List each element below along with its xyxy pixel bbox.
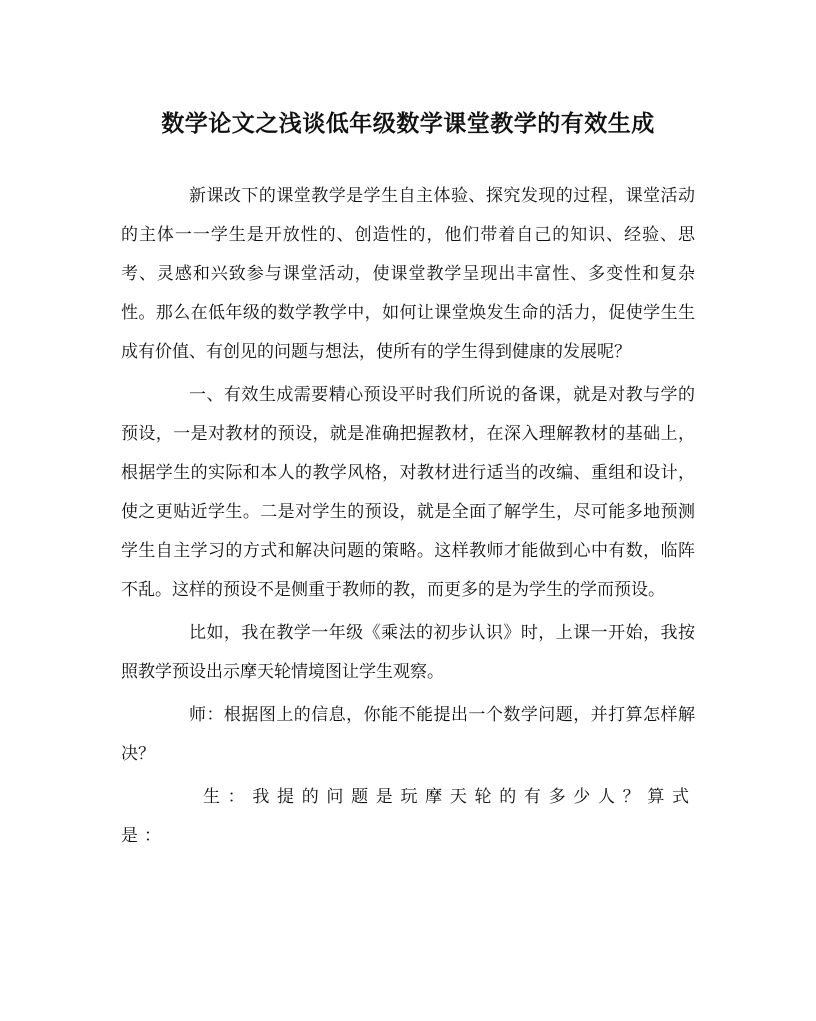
paragraph-example: 比如，我在教学一年级《乘法的初步认识》时，上课一开始，我按照教学预设出示摩天轮情境图让学生观察。 <box>121 623 695 682</box>
paragraph-section-one: 一、有效生成需要精心预设平时我们所说的备课，就是对教与学的预设，一是对教材的预设，就是准确把握教材，在深入理解教材的基础上，根据学生的实际和本人的教学风格，对教材进行适当的改编、重组和设计，使之更贴近学生。二是对学生的预设，就是全面了解学生，尽可能多地预测学生自主学习的方式和解决问题的策略。这样教师才能做到心中有数，临阵不乱。这样的预设不是侧重于教师的教，而更多的是为学生的学而预设。 <box>121 385 695 600</box>
document-title: 数学论文之浅谈低年级数学课堂教学的有效生成 <box>161 110 655 137</box>
paragraph-intro: 新课改下的课堂教学是学生自主体验、探究发现的过程，课堂活动的主体一一学生是开放性的、创造性的，他们带着自己的知识、经验、思考、灵感和兴致参与课堂活动，使课堂教学呈现出丰富性、多变性和复杂性。那么在低年级的数学教学中，如何让课堂焕发生命的活力，促使学生生成有价值、有创见的问题与想法，使所有的学生得到健康的发展呢？ <box>121 186 695 362</box>
paragraph-student-answer: 生：我提的问题是玩摩天轮的有多少人？算式是： <box>121 787 695 846</box>
paragraph-teacher-question: 师：根据图上的信息，你能不能提出一个数学问题，并打算怎样解决？ <box>121 705 695 764</box>
document-body <box>121 177 695 860</box>
